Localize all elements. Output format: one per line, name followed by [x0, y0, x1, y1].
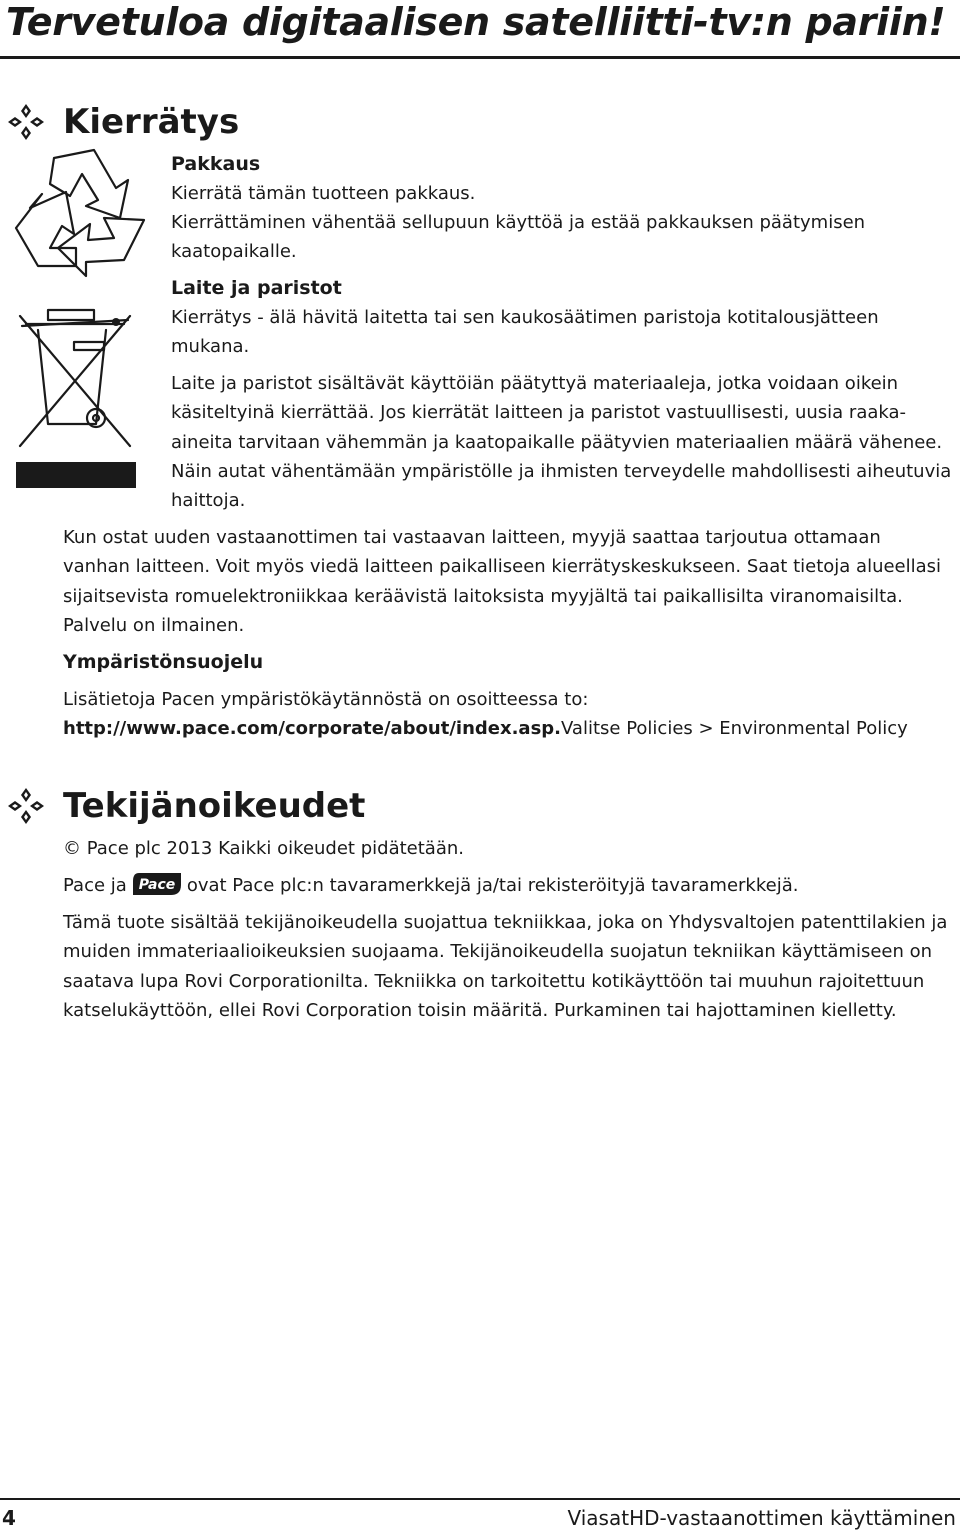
- trademark-before: Pace ja: [63, 875, 127, 896]
- retailer-paragraph: Kun ostat uuden vastaanottimen tai vastaavan laitteen, myyjä saattaa tarjoutua ottamaan vanhan laitteen. Voit myös viedä laitteen paikalliseen kierrätyskeskukseen. Saat tietoja alueellasi sijaitsevista romuelektroniikkaa keräävistä laitoksista myyjältä tai paikallisilta viranomaisilta. Palvelu on ilmainen.: [63, 527, 942, 636]
- crossed-out-bin-icon: [16, 306, 134, 448]
- device-para1: Kierrätys - älä hävitä laitetta tai sen kaukosäätimen paristoja kotitalousjätteen mukana.: [171, 307, 879, 358]
- trademark-line: [63, 871, 953, 900]
- header-rule: [0, 56, 960, 59]
- copyright-paragraph: Tämä tuote sisältää tekijänoikeudella suojattua tekniikkaa, joka on Yhdysvaltojen patenttilakien ja muiden immateriaalioikeuksien suojaama. Tekijänoikeudella suojatun tekniikan käyttämiseen on saatava lupa Rovi Corporationilta. Tekniikka on tarkoitettu kotikäyttöön tai muuhun rajoitettuun katselukäyttöön, ellei Rovi Corporation toisin määritä. Purkaminen tai hajottaminen kielletty.: [63, 912, 948, 1021]
- trademark-after: ovat Pace plc:n tavaramerkkejä ja/tai rekisteröityjä tavaramerkkejä.: [186, 875, 799, 896]
- pace-logo-text: Pace: [138, 877, 176, 893]
- recycle-icon: [12, 148, 148, 278]
- page-title: Tervetuloa digitaalisen satelliitti-tv:n pariin!: [6, 0, 946, 44]
- page-number: 4: [2, 1506, 16, 1530]
- section-heading-copyright: Tekijänoikeudet: [63, 786, 366, 826]
- environment-intro: Lisätietoja Pacen ympäristökäytännöstä on osoitteessa to:: [63, 689, 589, 710]
- copyright-notice: © Pace plc 2013 Kaikki oikeudet pidätetään.: [63, 838, 464, 859]
- diamond-bullet-icon: [4, 100, 48, 144]
- diamond-bullet-icon: [4, 784, 48, 828]
- footer-rule: [0, 1498, 960, 1500]
- packaging-line2: Kierrättäminen vähentää sellupuun käyttöä ja estää pakkauksen päätymisen kaatopaikalle.: [171, 212, 866, 263]
- packaging-line1: Kierrätä tämän tuotteen pakkaus.: [171, 183, 476, 204]
- pace-logo-icon: [131, 871, 183, 897]
- device-para2: Laite ja paristot sisältävät käyttöiän päätyttyä materiaaleja, jotka voidaan oikein käsiteltyinä kierrättää. Jos kierrätät laitteen ja paristot vastuullisesti, uusia raaka-aineita tarvitaan vähemmän ja kaatopaikalle päätyvien materiaalien määrä vähenee. Näin autat vähentämään ympäristölle ja ihmisten terveydelle mahdollisesti aiheutuvia haittoja.: [171, 373, 952, 512]
- footer-title: ViasatHD-vastaanottimen käyttäminen: [567, 1506, 956, 1530]
- section-heading-recycling: Kierrätys: [63, 102, 240, 142]
- weee-date-bar: [16, 462, 136, 488]
- packaging-title: Pakkaus: [171, 153, 261, 175]
- environment-link-paragraph: [63, 714, 953, 743]
- environment-title: Ympäristönsuojelu: [63, 651, 264, 673]
- device-title: Laite ja paristot: [171, 277, 342, 299]
- environment-url-link[interactable]: http://www.pace.com/corporate/about/index.asp.: [63, 718, 562, 739]
- environment-after-url: Valitse Policies > Environmental Policy: [561, 718, 908, 739]
